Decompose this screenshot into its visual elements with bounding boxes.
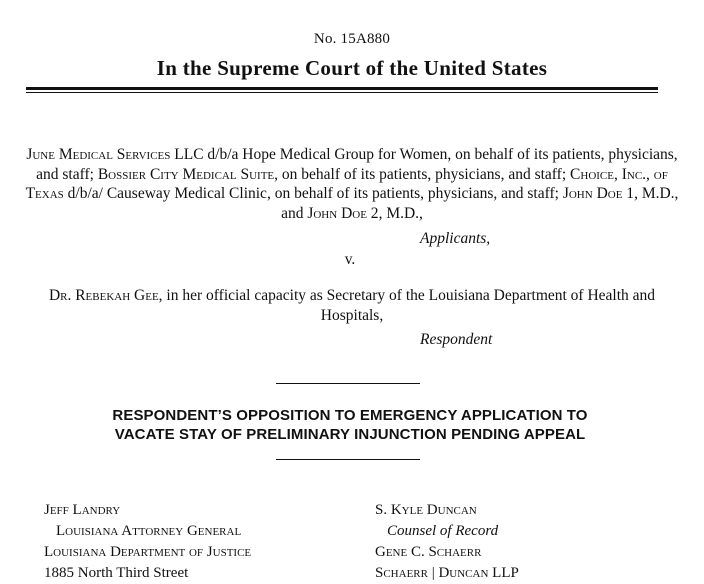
- versus-label: v.: [344, 251, 356, 268]
- header-rule-thick: [26, 87, 658, 90]
- title-rule-top: [276, 383, 420, 384]
- court-name-heading: In the Supreme Court of the United States: [156, 56, 548, 80]
- counsel-left-title: Louisiana Attorney General: [56, 523, 242, 539]
- respondent-block: [20, 286, 684, 325]
- party-choice-inc-desc: d/b/a/ Causeway Medical Clinic, on behalf of its patients, physicians, and staff;: [63, 185, 563, 202]
- party-john-doe-2: John Doe 2: [307, 204, 379, 222]
- counsel-left-block: [44, 500, 251, 584]
- party-bossier-city: Bossier City Medical Suite: [97, 165, 275, 183]
- respondent-name: Dr. Rebekah Gee: [48, 287, 159, 304]
- party-choice-inc: Choice, Inc., of Texas: [25, 165, 668, 202]
- party-bossier-city-desc: , on behalf of its patients, physicians, and staff;: [274, 165, 571, 183]
- applicants-block: [20, 145, 684, 223]
- counsel-right-name: S. Kyle Duncan: [375, 502, 477, 518]
- header-rule-thin: [26, 92, 658, 93]
- counsel-right-role: Counsel of Record: [387, 523, 499, 539]
- counsel-right-firm: Schaerr | Duncan LLP: [375, 565, 519, 581]
- document-title: [0, 406, 700, 444]
- respondent-desc: , in her official capacity as Secretary of the Louisiana Department of Health and Hospitals,: [158, 287, 656, 324]
- party-june-medical: June Medical Services LLC: [26, 146, 204, 163]
- title-rule-bottom: [276, 459, 420, 460]
- counsel-left-address: 1885 North Third Street: [44, 565, 189, 581]
- document-title-line-2: VACATE STAY OF PRELIMINARY INJUNCTION PENDING APPEAL: [114, 426, 586, 443]
- party-john-doe-1-desc: , M.D., and: [281, 185, 679, 222]
- party-john-doe-2-desc: , M.D.,: [378, 204, 423, 222]
- respondent-label: Respondent: [420, 331, 493, 348]
- document-title-line-1: RESPONDENT’S OPPOSITION TO EMERGENCY APPLICATION TO: [112, 407, 588, 424]
- party-john-doe-1: John Doe 1: [562, 185, 635, 202]
- counsel-right-block: [375, 500, 519, 584]
- docket-number: No. 15A880: [313, 31, 391, 47]
- applicants-label: Applicants,: [420, 230, 491, 247]
- counsel-right-name2: Gene C. Schaerr: [375, 544, 482, 560]
- party-june-medical-desc: d/b/a Hope Medical Group for Women, on behalf of its patients, physicians, and staff;: [36, 146, 678, 183]
- counsel-left-office: Louisiana Department of Justice: [44, 544, 252, 560]
- counsel-left-name: Jeff Landry: [44, 502, 121, 518]
